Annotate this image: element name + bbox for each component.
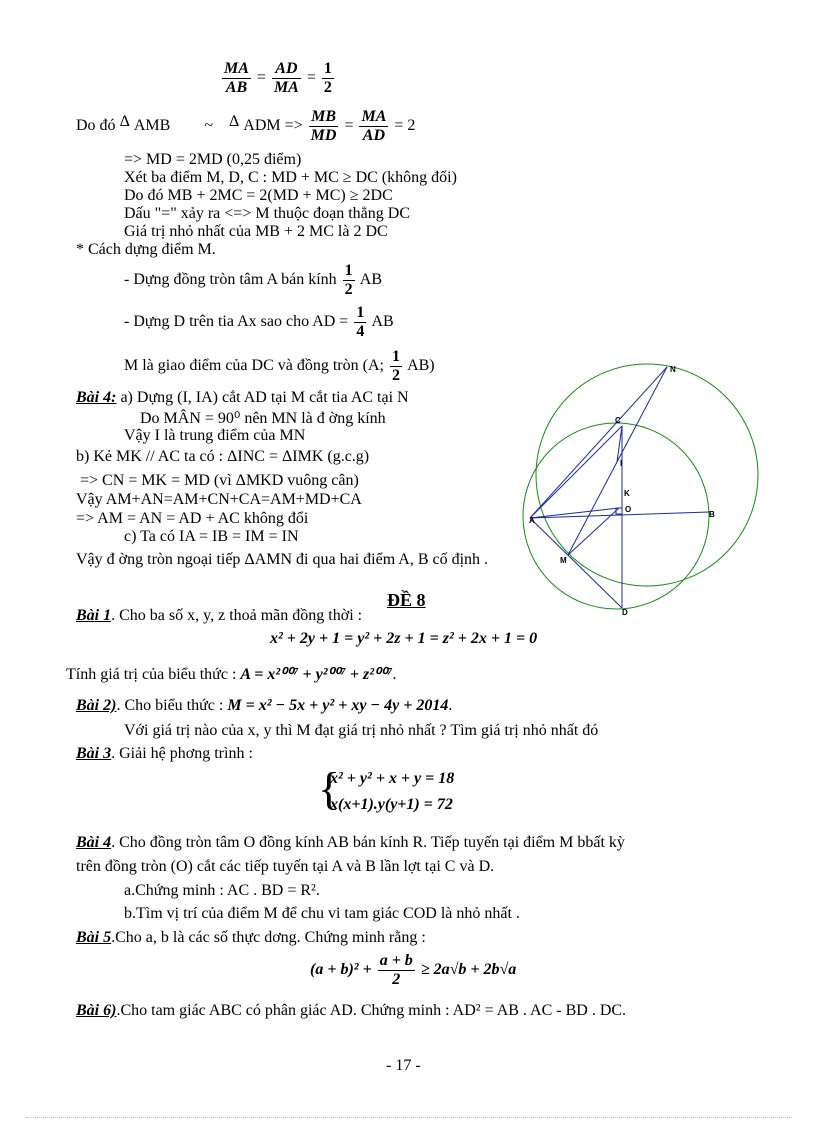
frac-num: 1 — [323, 60, 332, 77]
b2-label: Bài 2) — [76, 697, 117, 714]
text: .Cho tam giác ABC có phân giác AD. Chứng minh : AD² = AB . AC - BD . DC. — [116, 1002, 627, 1019]
bottom-dotted-rule — [26, 1117, 792, 1118]
frac-den: MA — [273, 79, 299, 96]
bai4-c: c) Ta có IA = IB = IM = IN — [124, 528, 299, 545]
bai4-am-an: => AM = AN = AD + AC không đổi — [76, 510, 309, 527]
line-a-n — [530, 367, 667, 518]
b4-b: b.Tìm vị trí của điểm M để chu vi tam giác COD là nhỏ nhất . — [124, 905, 520, 922]
bai4-do-man: Do MÂN = 90⁰ nên MN là đ ờng kính — [140, 410, 386, 427]
text: - Dựng D trên tia Ax sao cho AD = — [124, 313, 349, 331]
b1-equation: x² + 2y + 1 = y² + 2z + 1 = z² + 2x + 1 = 0 — [270, 630, 538, 647]
similar-symbol: ~ — [204, 117, 213, 135]
frac-num: a + b — [379, 952, 413, 969]
frac-den: 2 — [344, 281, 353, 298]
text: ADM => — [243, 117, 303, 135]
line-cach: * Cách dựng điểm M. — [76, 241, 216, 258]
label-i: I — [620, 459, 623, 468]
text: AB — [359, 271, 383, 289]
dung2-line — [124, 304, 394, 341]
b3-eq1: x² + y² + x + y = 18 — [330, 770, 455, 787]
text: Tính giá trị của biểu thức : — [66, 666, 237, 683]
page-number: - 17 - — [386, 1057, 421, 1074]
equals-sign: = — [344, 117, 354, 135]
label-a: A — [529, 516, 535, 525]
text: Do đó — [76, 117, 116, 135]
fraction-line — [220, 60, 336, 97]
triangle-imk: ΔIMK — [281, 448, 324, 465]
b5-expr-post: ≥ 2a√b + 2b√a — [420, 961, 517, 979]
b4-line2: trên đồng tròn (O) cắt các tiếp tuyến tại A và B lần lợt tại C và D. — [76, 858, 495, 875]
frac-num: MA — [224, 60, 249, 77]
text: . — [448, 697, 453, 714]
b1-expression: A = x²⁰⁰⁷ + y²⁰⁰⁷ + z²⁰⁰⁷ — [240, 666, 393, 683]
text: . Cho ba số x, y, z thoả mãn đồng thời : — [111, 607, 363, 624]
geometry-figure — [516, 350, 776, 620]
triangle-symbol: Δ — [119, 113, 130, 131]
brace: { — [318, 763, 341, 814]
text: AMB — [133, 117, 171, 135]
text: AB) — [407, 357, 435, 375]
bai4-label: Bài 4: — [76, 389, 117, 406]
de8-title: ĐỀ 8 — [387, 590, 426, 610]
b1-label: Bài 1 — [76, 607, 112, 624]
frac-den: 2 — [323, 79, 332, 96]
frac-den: AB — [225, 79, 248, 96]
b3-label: Bài 3 — [76, 745, 112, 762]
equals-sign: = — [306, 69, 316, 87]
b5-line — [76, 929, 426, 947]
text: AB — [371, 313, 394, 331]
equals-sign: = — [268, 448, 278, 465]
text: . — [392, 666, 397, 683]
text: . Cho biểu thức : — [116, 697, 224, 714]
text: M là giao điểm của DC và đồng tròn (A; — [124, 357, 384, 375]
label-b: B — [709, 510, 715, 519]
text: = 2 — [394, 117, 416, 135]
b1-tinh-line — [66, 664, 396, 684]
label-c: C — [615, 416, 621, 425]
b2-line — [76, 697, 452, 715]
line-dodo2: Do đó MB + 2MC = 2(MD + MC) ≥ 2DC — [124, 187, 393, 204]
b1-line — [76, 607, 362, 625]
bai4-b — [76, 448, 369, 466]
b4-line — [76, 834, 625, 852]
b5-label: Bài 5 — [76, 929, 112, 946]
triangle-inc: ΔINC — [227, 448, 265, 465]
b2-expression: M = x² − 5x + y² + xy − 4y + 2014 — [227, 697, 449, 714]
right-angle-mark — [616, 508, 622, 514]
label-o: O — [625, 505, 632, 514]
label-n: N — [670, 365, 676, 374]
text: . Giải hệ phơng trình : — [111, 745, 253, 762]
mgiao-line — [124, 348, 435, 385]
frac-num: AD — [272, 60, 301, 79]
line-m-k — [568, 508, 619, 555]
b3-eq2: x(x+1).y(y+1) = 72 — [330, 796, 453, 813]
text: a) Dựng (I, IA) cắt AD tại M cắt tia AC tại N — [120, 389, 409, 406]
frac-den: 2 — [391, 367, 400, 384]
line-md: => MD = 2MD (0,25 điểm) — [124, 151, 302, 168]
label-m: M — [560, 556, 567, 565]
frac-num: 1 — [356, 304, 365, 321]
frac-den: 4 — [356, 323, 365, 340]
bai4-vay-dt: Vậy đ ờng tròn ngoại tiếp ΔAMN đi qua hai điểm A, B cố định . — [76, 551, 489, 568]
text: . Cho đồng tròn tâm O đồng kính AB bán kính R. Tiếp tuyến tại điểm M bbất kỳ — [111, 834, 625, 851]
bai4-a — [76, 389, 409, 407]
label-d: D — [622, 608, 628, 617]
text: (g.c.g) — [327, 448, 370, 465]
b4-label: Bài 4 — [76, 834, 112, 851]
triangle-symbol: Δ — [228, 113, 240, 131]
label-k: K — [624, 489, 630, 498]
bai4-cn: => CN = MK = MD (vì ΔMKD vuông cân) — [80, 472, 359, 489]
b5-expr-pre: (a + b)² + — [310, 961, 372, 979]
frac-num: MB — [309, 108, 339, 127]
bai4-vay-i: Vậy I là trung điểm của MN — [124, 427, 306, 444]
b2-question: Với giá trị nào của x, y thì M đạt giá trị nhỏ nhất ? Tìm giá trị nhỏ nhất đó — [124, 722, 599, 739]
text: b) Kẻ MK // AC ta có : — [76, 448, 224, 465]
text: .Cho a, b là các số thực dơng. Chứng minh rằng : — [111, 929, 426, 946]
frac-num: 1 — [344, 262, 353, 279]
b4-a: a.Chứng minh : AC . BD = R². — [124, 882, 320, 899]
frac-den: AD — [362, 127, 386, 144]
line-a-d — [530, 518, 622, 608]
b3-line — [76, 745, 253, 763]
frac-den: MD — [310, 127, 337, 144]
frac-num: MA — [361, 108, 387, 125]
equals-sign: = — [256, 69, 266, 87]
do-do-line — [76, 108, 415, 145]
line-dau: Dấu "=" xảy ra <=> M thuộc đoạn thẳng DC — [124, 205, 410, 222]
line-gt: Giá trị nhỏ nhất của MB + 2 MC là 2 DC — [124, 223, 388, 240]
text: - Dựng đồng tròn tâm A bán kính — [124, 271, 337, 289]
frac-den: 2 — [392, 971, 401, 988]
frac-num: 1 — [391, 348, 400, 365]
dung1-line — [124, 262, 382, 299]
line-a-c — [530, 426, 622, 518]
bai4-vay-am: Vậy AM+AN=AM+CN+CA=AM+MD+CA — [76, 491, 362, 508]
b5-inequality — [310, 952, 516, 989]
b6-line — [76, 1002, 626, 1020]
b6-label: Bài 6) — [76, 1002, 117, 1019]
line-xet: Xét ba điểm M, D, C : MD + MC ≥ DC (không đổi) — [124, 169, 457, 186]
